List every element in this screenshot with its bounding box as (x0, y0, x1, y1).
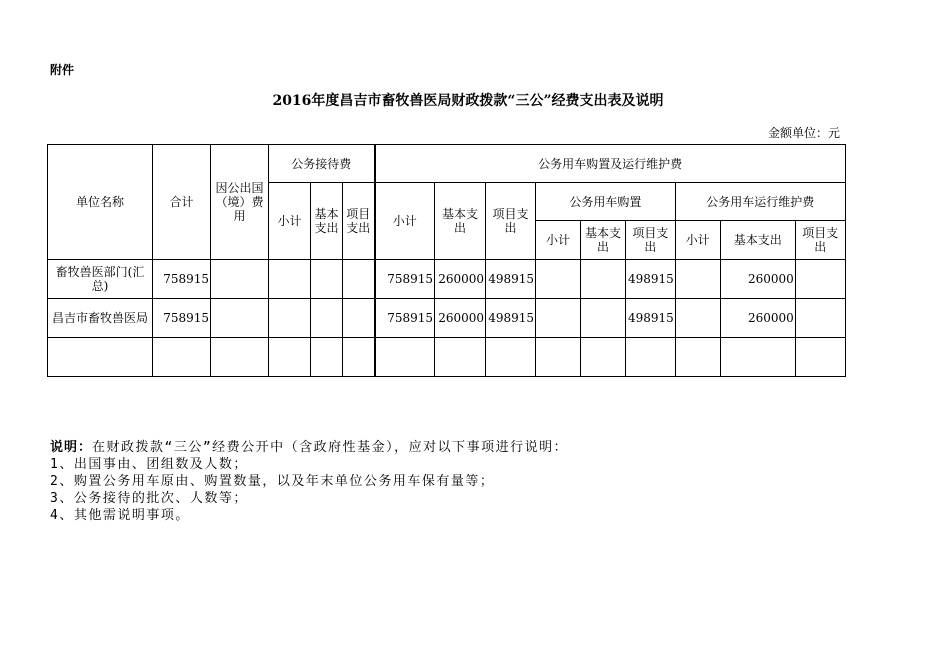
header-purchase-subtotal: 小计 (536, 221, 581, 260)
header-vehicle-maint: 公务用车运行维护费 (675, 183, 845, 221)
row-vehicle-project: 498915 (486, 260, 536, 299)
row-maint-basic: 260000 (720, 299, 795, 338)
amount-unit: 金额单位：元 (767, 126, 840, 140)
header-abroad: 因公出国（境）费用 (211, 145, 269, 260)
expense-table (47, 144, 846, 377)
row-vehicle-subtotal: 758915 (375, 260, 435, 299)
header-vehicle-project: 项目支出 (486, 183, 536, 260)
header-maint-project: 项目支出 (795, 221, 845, 260)
row-vehicle-project: 498915 (486, 299, 536, 338)
row-vehicle-basic: 260000 (435, 299, 486, 338)
row-purchase-project: 498915 (626, 299, 676, 338)
page-title: 2016年度昌吉市畜牧兽医局财政拨款“三公”经费支出表及说明 (272, 93, 664, 109)
header-reception-project: 项目支出 (343, 183, 375, 260)
row-maint-basic: 260000 (720, 260, 795, 299)
row-vehicle-basic: 260000 (435, 260, 486, 299)
header-vehicle: 公务用车购置及运行维护费 (375, 145, 846, 183)
header-total: 合计 (153, 145, 211, 260)
header-vehicle-subtotal: 小计 (375, 183, 435, 260)
table-row (48, 299, 846, 338)
header-purchase-basic: 基本支出 (581, 221, 626, 260)
row-total: 758915 (153, 299, 211, 338)
table-row (48, 260, 846, 299)
row-vehicle-subtotal: 758915 (375, 299, 435, 338)
header-vehicle-purchase: 公务用车购置 (536, 183, 676, 221)
header-unit-name: 单位名称 (48, 145, 153, 260)
header-reception-subtotal: 小计 (269, 183, 311, 260)
notes-section (50, 439, 568, 524)
attachment-label: 附件 (50, 63, 75, 77)
row-unit-name: 畜牧兽医部门(汇总) (48, 260, 153, 299)
row-purchase-project: 498915 (626, 260, 676, 299)
row-total: 758915 (153, 260, 211, 299)
notes-intro: 在财政拨款“三公”经费公开中（含政府性基金），应对以下事项进行说明： (92, 440, 569, 455)
note-item: 1、出国事由、团组数及人数； (50, 457, 248, 472)
notes-lead: 说明： (50, 440, 93, 455)
header-reception: 公务接待费 (269, 145, 375, 183)
note-item: 4、其他需说明事项。 (50, 508, 190, 523)
header-vehicle-basic: 基本支出 (435, 183, 486, 260)
header-purchase-project: 项目支出 (626, 221, 676, 260)
header-reception-basic: 基本支出 (311, 183, 343, 260)
header-maint-subtotal: 小计 (675, 221, 720, 260)
table-row-empty (48, 338, 846, 377)
header-maint-basic: 基本支出 (720, 221, 795, 260)
note-item: 2、购置公务用车原由、购置数量，以及年末单位公务用车保有量等； (50, 474, 495, 489)
note-item: 3、公务接待的批次、人数等； (50, 491, 248, 506)
row-unit-name: 昌吉市畜牧兽医局 (48, 299, 153, 338)
